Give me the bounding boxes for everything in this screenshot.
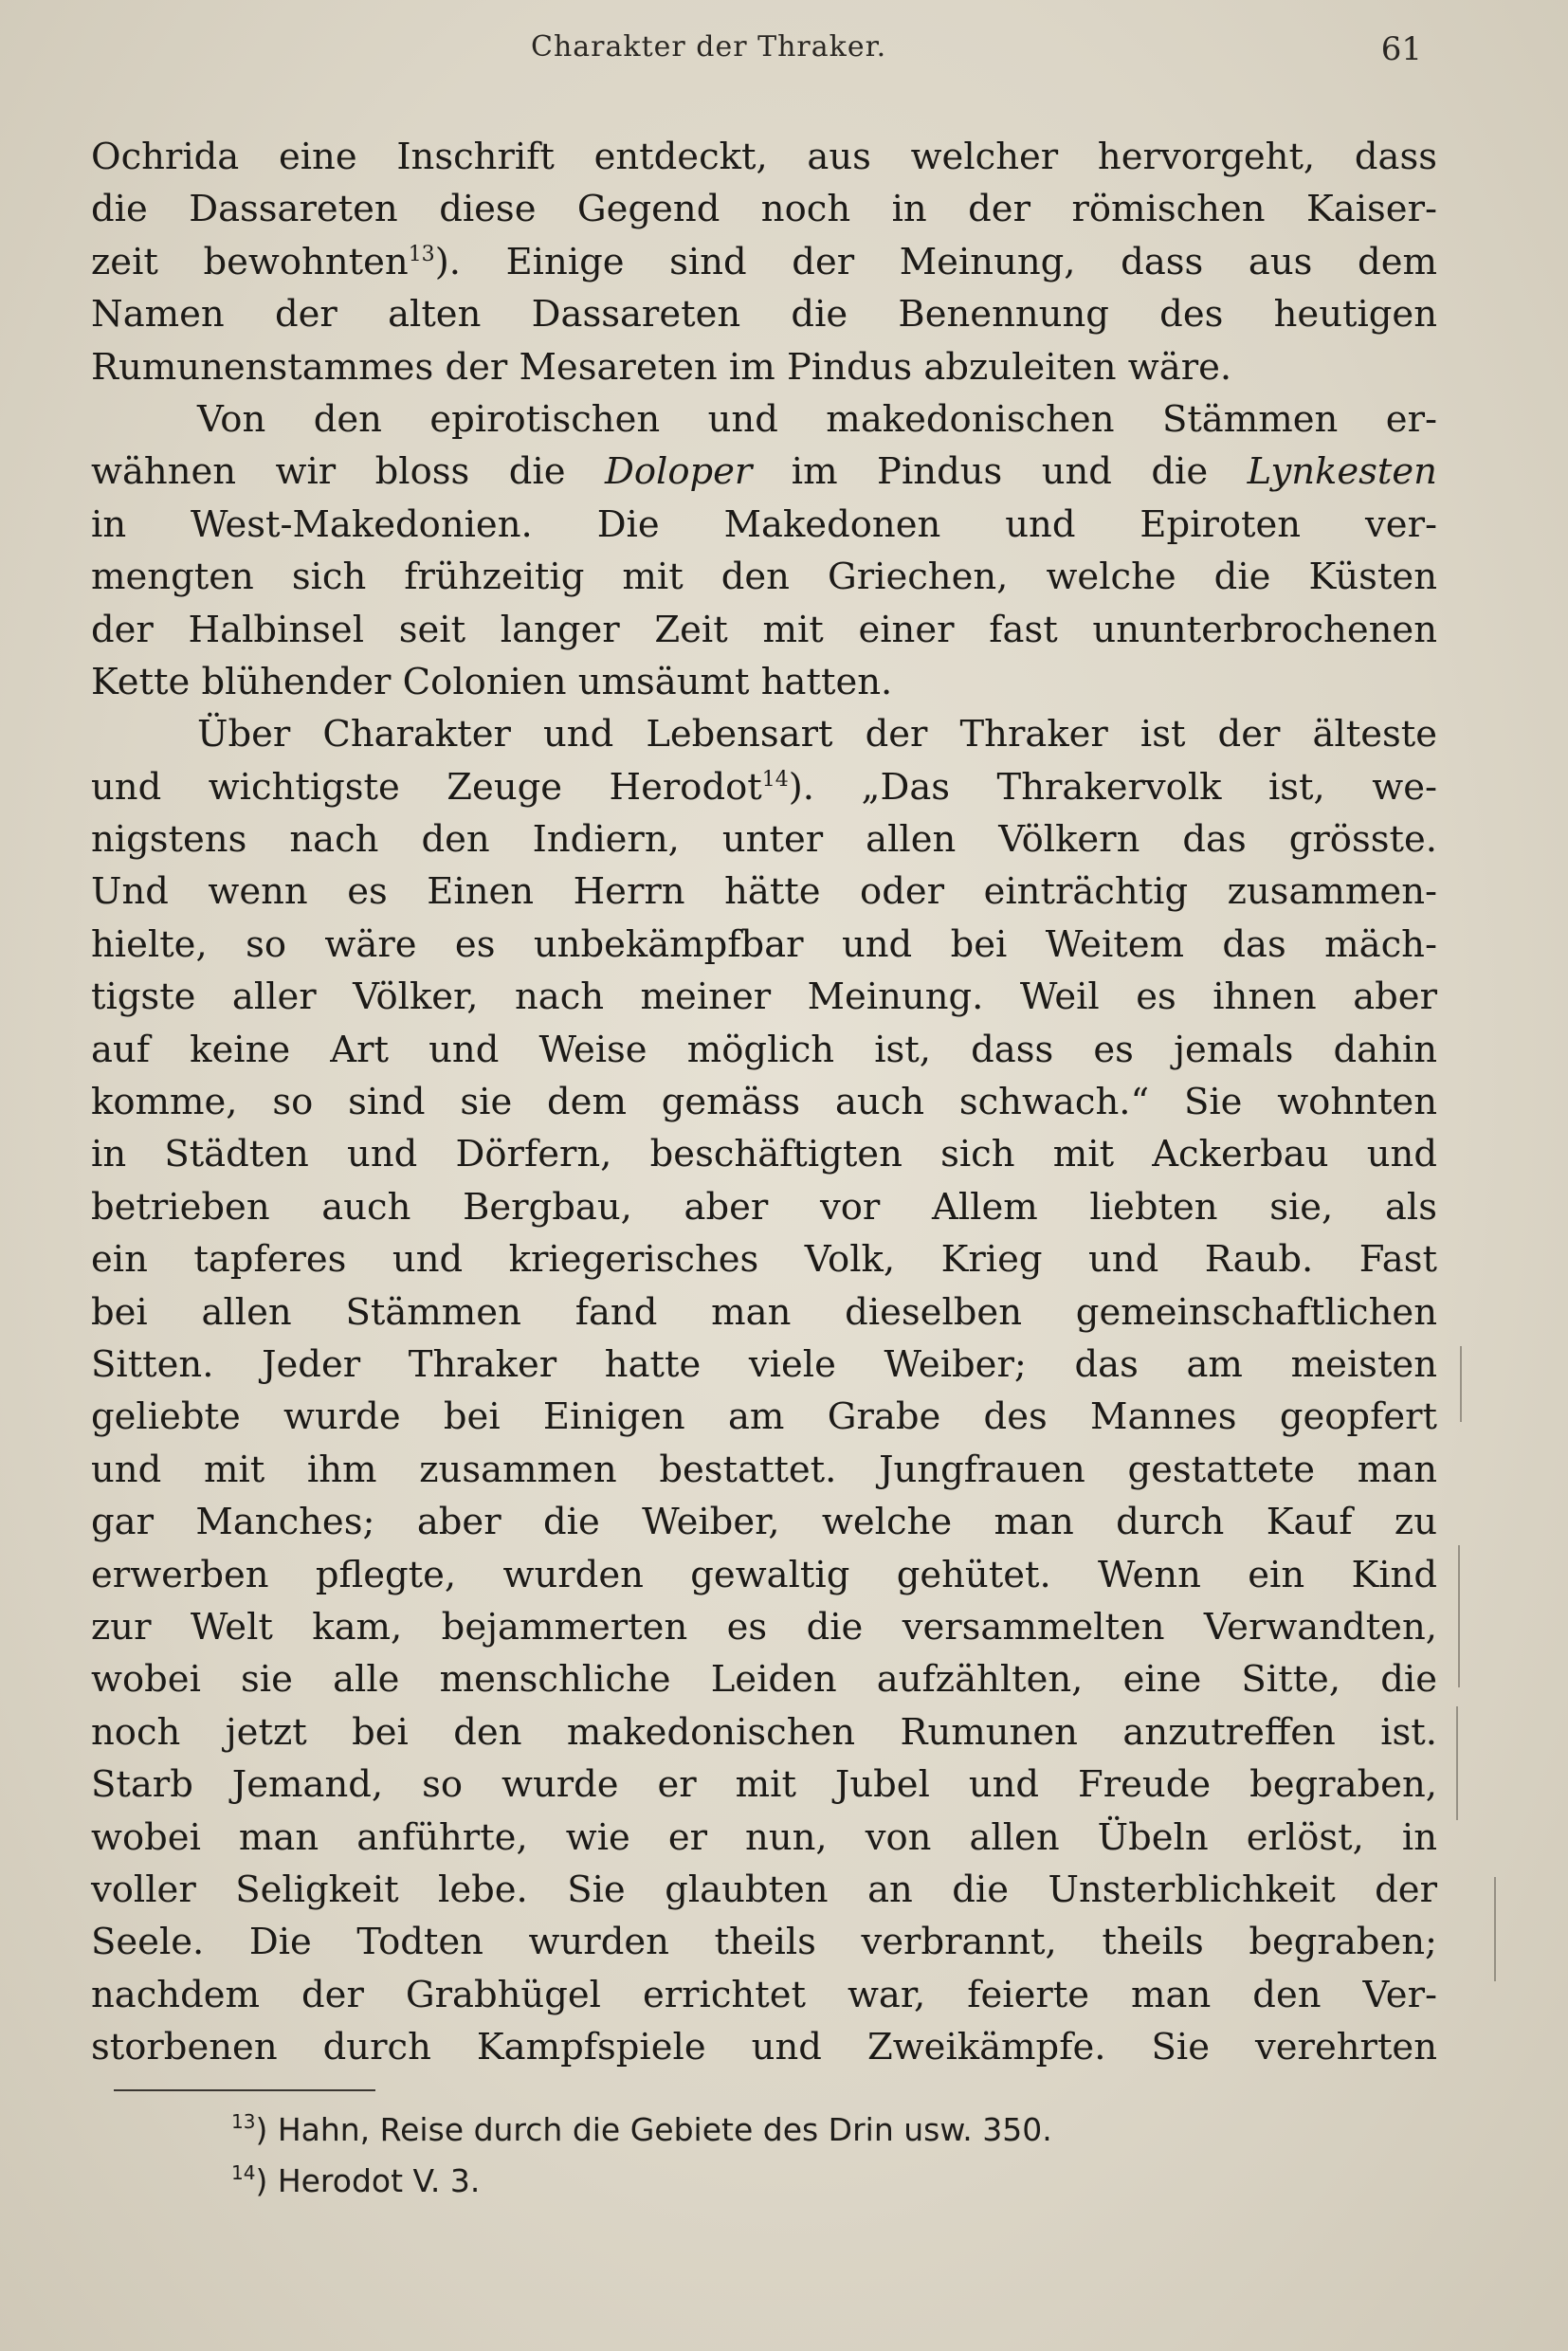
text-line: mengten sich frühzeitig mit den Griechen, welche die Küsten xyxy=(91,556,1437,599)
text-line: gar Manches; aber die Weiber, welche man durch Kauf zu xyxy=(91,1501,1437,1544)
text-line: betrieben auch Bergbau, aber vor Allem liebten sie, als xyxy=(91,1185,1437,1229)
text-line: Kette blühender Colonien umsäumt hatten. xyxy=(91,660,893,703)
body-text xyxy=(91,131,1437,2073)
text-line: nigstens nach den Indiern, unter allen Völkern das grösste. xyxy=(91,818,1437,862)
italic-term: Doloper xyxy=(604,450,753,494)
running-title: Charakter der Thraker. xyxy=(531,30,887,64)
text-line: nachdem der Grabhügel errichtet war, feierte man den Ver- xyxy=(91,1973,1437,2016)
text-line: auf keine Art und Weise möglich ist, dass es jemals dahin xyxy=(91,1028,1437,1071)
text-line: hielte, so wäre es unbekämpfbar und bei Weitem das mäch- xyxy=(91,922,1437,966)
text-line: der Halbinsel seit langer Zeit mit einer fast ununterbrochenen xyxy=(91,608,1437,651)
margin-pencil-mark xyxy=(1494,1877,1496,1981)
text-line: und mit ihm zusammen bestattet. Jungfrauen gestattete man xyxy=(91,1448,1437,1491)
text-line: wobei sie alle menschliche Leiden aufzählten, eine Sitte, die xyxy=(91,1658,1437,1702)
text-line: voller Seligkeit lebe. Sie glaubten an die Unsterblichkeit der xyxy=(91,1868,1437,1911)
footnote-ref: 14 xyxy=(761,767,789,792)
footnote: $^{13}$) Hahn, Reise durch die Gebiete des Drin usw. 350. xyxy=(231,2110,1052,2148)
text-line: die Dassareten diese Gegend noch in der römischen Kaiser- xyxy=(91,188,1437,231)
text-line: Rumunenstammes der Mesareten im Pindus abzuleiten wäre. xyxy=(91,345,1232,389)
footnote-marker: 14 xyxy=(231,2161,256,2184)
running-head xyxy=(95,30,1422,68)
footnote-divider xyxy=(114,2089,375,2091)
text-line: erwerben pflegte, wurden gewaltig gehütet. Wenn ein Kind xyxy=(91,1553,1437,1596)
margin-pencil-mark xyxy=(1456,1706,1458,1820)
footnote-ref: 13 xyxy=(408,242,435,266)
text-line: Über Charakter und Lebensart der Thraker ist der älteste xyxy=(197,713,1437,756)
footnote-marker: 13 xyxy=(231,2110,256,2133)
text-line: wähnen wir bloss die Doloper im Pindus und die Lynkesten xyxy=(91,450,1437,494)
text-line: tigste aller Völker, nach meiner Meinung. Weil es ihnen aber xyxy=(91,975,1437,1019)
text-line: bei allen Stämmen fand man dieselben gemeinschaftlichen xyxy=(91,1290,1437,1334)
text-line: Sitten. Jeder Thraker hatte viele Weiber; das am meisten xyxy=(91,1342,1437,1386)
margin-pencil-mark xyxy=(1460,1346,1462,1422)
margin-pencil-mark xyxy=(1458,1545,1460,1687)
text-line: in West-Makedonien. Die Makedonen und Epiroten ver- xyxy=(91,502,1437,546)
italic-term: Lynkesten xyxy=(1247,450,1437,494)
text-line: ein tapferes und kriegerisches Volk, Krieg und Raub. Fast xyxy=(91,1238,1437,1282)
text-line: wobei man anführte, wie er nun, von allen Übeln erlöst, in xyxy=(91,1815,1437,1859)
text-line: geliebte wurde bei Einigen am Grabe des Mannes geopfert xyxy=(91,1395,1437,1439)
text-line: Seele. Die Todten wurden theils verbrannt, theils begraben; xyxy=(91,1921,1437,1964)
footnotes xyxy=(231,2105,1274,2207)
text-line: Von den epirotischen und makedonischen Stämmen er- xyxy=(197,397,1437,441)
text-line: Ochrida eine Inschrift entdeckt, aus welcher hervorgeht, dass xyxy=(91,136,1437,178)
text-line: in Städten und Dörfern, beschäftigten sich mit Ackerbau und xyxy=(91,1133,1437,1176)
footnote: $^{14}$) Herodot V. 3. xyxy=(231,2161,481,2199)
text-line: zur Welt kam, bejammerten es die versammelten Verwandten, xyxy=(91,1605,1437,1649)
text-line: Starb Jemand, so wurde er mit Jubel und Freude begraben, xyxy=(91,1763,1437,1807)
text-line: und wichtigste Zeuge Herodot$^{14}$). „Das Thrakervolk ist, we- xyxy=(91,765,1437,809)
page-number: 61 xyxy=(1380,30,1422,68)
text-line: zeit bewohnten$^{13}$). Einige sind der Meinung, dass aus dem xyxy=(91,240,1437,283)
text-line: noch jetzt bei den makedonischen Rumunen anzutreffen ist. xyxy=(91,1710,1437,1754)
text-line: Und wenn es Einen Herrn hätte oder einträchtig zusammen- xyxy=(91,870,1437,914)
text-line: Namen der alten Dassareten die Benennung des heutigen xyxy=(91,293,1437,337)
text-line: komme, so sind sie dem gemäss auch schwach.“ Sie wohnten xyxy=(91,1081,1437,1124)
text-line: storbenen durch Kampfspiele und Zweikämpfe. Sie verehrten xyxy=(91,2026,1437,2069)
